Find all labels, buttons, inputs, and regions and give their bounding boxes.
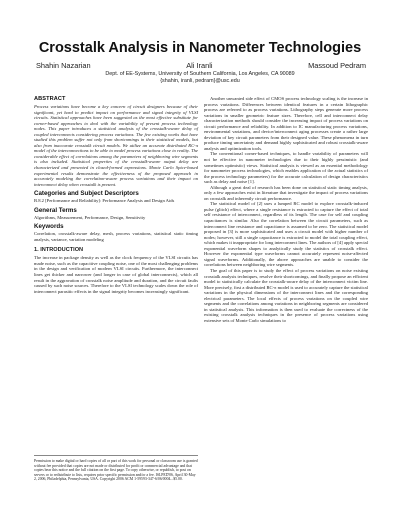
introduction-heading: 1. INTRODUCTION (34, 247, 84, 254)
left-column (34, 96, 198, 294)
body-paragraph: The statistical model of [2] uses a lumped RC model to explore crosstalk-induced pulse (glitch) effect, where a single resistance is extracted to capture the effect of total self resistance of interconnect, regardless of its length. The case for self and coupling capacitances is similar. Also the correlation between the circuit parameters, such as interconnect line resistance and capacitance is assumed to be zero. The statistical model proposed in [3] is more sophisticated and uses a circuit model with higher number of nodes; however, still a single capacitance is extracted to model the total coupling effect, which makes it inappropriate for long interconnect lines. The authors of [4] apply special exponential waveform shapes to analytically study the statistics of crosstalk effect. However the exponential type waveforms cannot accurately represent noise-affected signal waveforms. Additionally, the above approaches are unable to consider the correlations between neighboring wire segments. (204, 201, 368, 268)
introduction-text: The increase in package density as well as the clock frequency of the VLSI circuits has made noise, such as the capacitive coupling noise, one of the most challenging problems in the design and verification of modern VLSI circuits. Furthermore, the interconnect lines get thicker and narrower (and longer in case of global interconnects), which all result in the aggravation of crosstalk noise amplitude and duration, and the circuit faults caused by such noise sources. Therefore to the VLSI technology scales down the role of interconnect parasitic effects in the signal integrity becomes increasingly significant. (34, 255, 198, 294)
author-list (36, 61, 366, 70)
abstract-text: Process variations have become a key concern of circuit designers because of their significant, yet hard to predict impact on performance and signal integrity of VLSI circuits. Statistical approaches have been suggested as the most effective substitute for corner-based approaches to deal with the variability of present process technology nodes. This paper introduces a statistical analysis of the crosstalk-aware delay of coupled interconnects considering process variations. The few existing works that have studied this problem suffer not only from shortcomings in their statistical models, but also from inaccurate crosstalk circuit models. We utilize an accurate distributed RC-π model of the interconnections to be able to model process variations close to reality. The considerable effect of correlations among the parameters of neighboring wire segments is also included. Statistical properties of the crosstalk-aware output delay are characterized and presented in closed-formed expressions. Monte Carlo Spice-based experimental results demonstrate the effectiveness of the proposed approach in accurately modeling the correlation-aware process variations and their impact on interconnect delay when crosstalk is present. (34, 104, 198, 187)
abstract-heading: ABSTRACT (34, 96, 66, 102)
copyright-footnote (34, 455, 198, 482)
body-paragraph: The goal of this paper is to study the effect of process variations on noise existing crosstalk analysis techniques, resolve their shortcomings, and finally propose an efficient model to statistically calculate the crosstalk-aware delay of the interconnect victim line. More precisely, first a distributed RC-π model is used to accurately capture the statistical variations in the physical dimensions of the interconnect lines and the corresponding electrical parameters. The local effects of process variations on the coupled wire segments and the correlations among variations in neighboring segments are considered in statistical analysis. This information is then used to evaluate the correctness of the existing crosstalk analysis techniques in the presence of process variations using extensive sets of Monte Carlo simulations to (204, 267, 368, 323)
general-terms-heading: General Terms (34, 206, 77, 214)
categories-text: B.8.2 [Performance and Reliability]: Performance Analysis and Design Aids (34, 198, 175, 204)
footnote-text: Permission to make digital or hard copies of all or part of this work for personal or classroom use is granted without fee provided that copies are not made or distributed for profit or commercial advantage and that copies bear this notice and the full citation on the first page. To copy otherwise, or republish, to post on servers or to redistribute to lists, requires prior specific permission and/or a fee. ISLPED'06, April 30-May 2, 2006, Philadelphia, Pennsylvania, USA. Copyright 2006 ACM 1-59593-347-6/06/0004...$5.00. (34, 459, 198, 482)
paper-title: Crosstalk Analysis in Nanometer Technologies (38, 40, 362, 56)
author-name: Shahin Nazarian (36, 61, 91, 70)
general-terms-text: Algorithms, Measurement, Performance, Design, Sensitivity (34, 214, 146, 220)
author-name: Massoud Pedram (308, 61, 366, 70)
body-paragraph: Although a great deal of research has been done on statistical static timing analysis, only a few approaches exist in literature that investigate the impact of process variations on crosstalk and inherently circuit performance. (204, 184, 368, 201)
keywords-text: Correlation, crosstalk-aware delay, mesh, process variations, statistical static timing analysis, variance, variation modeling (34, 231, 198, 242)
right-column (204, 96, 368, 323)
affiliation-department: Dept. of EE-Systems, University of Southern California, Los Angeles, CA 90089 (105, 71, 295, 77)
affiliation (0, 71, 400, 85)
affiliation-emails: {shahin, iranli, pedram}@usc.edu (160, 78, 240, 84)
keywords-heading: Keywords (34, 223, 64, 231)
body-paragraph: The conventional corner-based techniques, to handle variability of parameters will not be effective in nanometer technologies due to their highly pessimistic (and sometimes optimistic) views. Statistical analysis is viewed as an essential methodology for nanometer process technologies, which enables application of the actual statistics of the process technology parameters) for the accurate calculation of design characteristics such as delay and noise [1]. (204, 151, 368, 185)
author-name: Ali Iranli (186, 61, 213, 70)
categories-heading: Categories and Subject Descriptors (34, 190, 139, 198)
body-paragraph: Another unwanted side effect of CMOS process technology scaling is the increase in process variations. Differences between identical features in a certain lithographic process are referred to as process variations. Lithography steps generate more process variations in smaller geometric feature sizes. Therefore, cell and interconnect delay characterization methods should consider the increasing impact of process variations on circuit performance and reliability. In addition to IC manufacturing process variations, environmental variations, and device/interconnect aging processes create a rather large deviation of key circuit parameters from their designed value. These phenomena in turn produce timing uncertainty and demand highly sophisticated and robust crosstalk-aware analysis and optimization tools. (204, 96, 368, 151)
